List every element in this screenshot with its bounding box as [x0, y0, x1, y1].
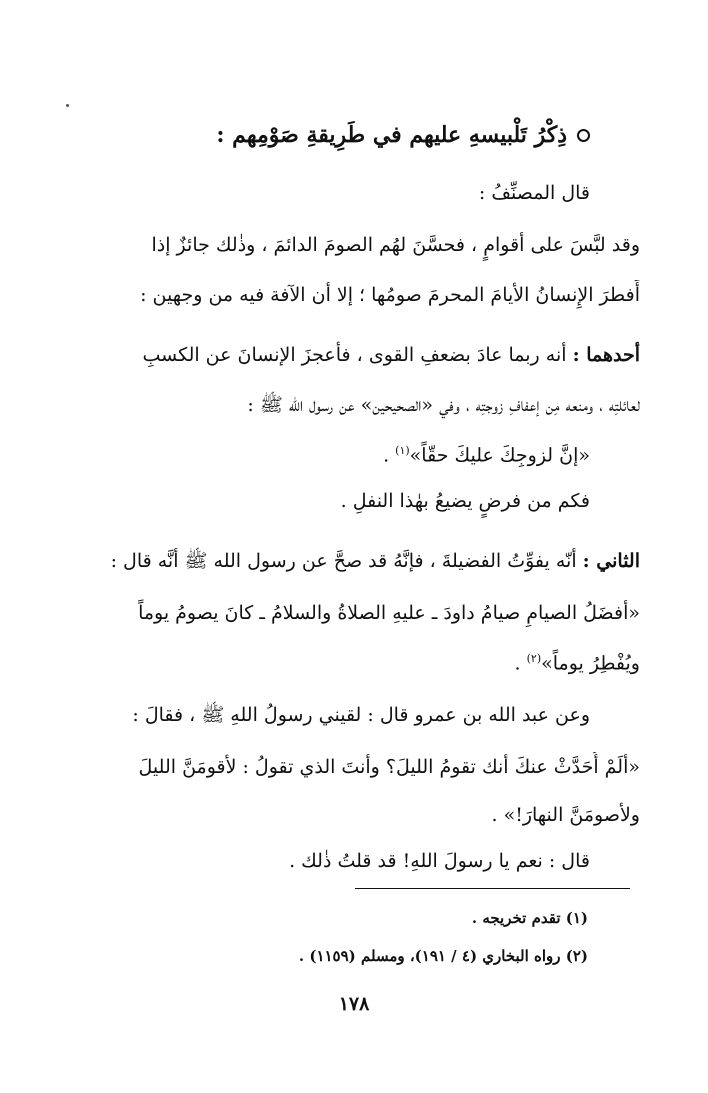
hadith-quote: «إنَّ لزوجِكَ عليكَ حقّاً» [409, 444, 590, 467]
footnote-1: (١) تقدم تخريجه . [471, 909, 588, 927]
second-point-line3 [515, 644, 641, 676]
first-point-line4: فكم من فرضٍ يضيعُ بهٰذا النفلِ . [340, 490, 590, 512]
second-point-line2: «أفضَلُ الصيامِ صيامُ داودَ ـ عليهِ الصلاةُ والسلامُ ـ كانَ يصومُ يوماً [138, 602, 640, 624]
third-para-line2: «ألَمْ أُحَدَّثْ عنكَ أنك تقومُ الليلَ؟ وأنتَ الذي تقولُ : لأقومَنَّ الليلَ [138, 756, 640, 778]
third-para-line4: قال : نعم يا رسولَ اللهِ! قد قلتُ ذٰلك . [289, 850, 590, 872]
footnote-ref-1: (١) [395, 444, 410, 457]
intro-line: قال المصنِّفُ : [478, 182, 590, 204]
page-number: ١٧٨ [338, 993, 370, 1015]
second-point-text: أنّه يفوِّتُ الفضيلةَ ، فإنَّهُ قد صحَّ عن رسول الله ﷺ أنَّه قال : [110, 550, 577, 572]
para1-line1: وقد لبَّسَ على أقوامٍ ، فحسَّنَ لهُم الصومَ الدائمَ ، وذٰلك جائزٌ إذا [151, 234, 640, 256]
para1-line2: أَفطرَ الإِنسانُ الأيامَ المحرمَ صومُها ؛ إلا أن الآفة فيه من وجهين : [140, 284, 640, 306]
third-para-line1: وعن عبد الله بن عمرو قال : لقيني رسولُ اللهِ ﷺ ، فقالَ : [132, 704, 590, 726]
first-point-line1 [60, 340, 640, 372]
footnote-ref-2: (٢) [526, 652, 542, 665]
margin-dot [66, 104, 69, 107]
third-para-line3: ولأصومَنَّ النهارَ!» . [491, 804, 640, 826]
quote-end: . [383, 444, 396, 467]
second-point-line1 [60, 546, 640, 578]
first-point-line2: لعائلتِه ، ومنعه مِن إعفافِ زوجتِه ، وفي «الصحيحين» عن رسول الله ﷺ : [247, 394, 640, 416]
quote-end-2: . [514, 652, 527, 675]
second-point-label: الثاني : [582, 550, 640, 572]
section-heading [216, 118, 590, 152]
heading-text: ذِكْرُ تَلْبيسهِ عليهم في طَرِيقةِ صَوْمِهم : [216, 122, 567, 148]
first-point-text: أنه ربما عادَ بضعفِ القوى ، فأعجزَ الإنسانَ عن الكسبِ [142, 344, 567, 366]
footnote-separator [355, 888, 630, 889]
first-point-label: أحدهما : [572, 344, 640, 366]
first-point-quote [383, 436, 590, 468]
hadith-quote-end: ويُفْطِرُ يوماً» [541, 652, 640, 675]
footnote-2: (٢) رواه البخاري (٤ / ١٩١)، ومسلم (١١٥٩) . [298, 947, 588, 965]
circle-bullet-icon [577, 129, 590, 142]
